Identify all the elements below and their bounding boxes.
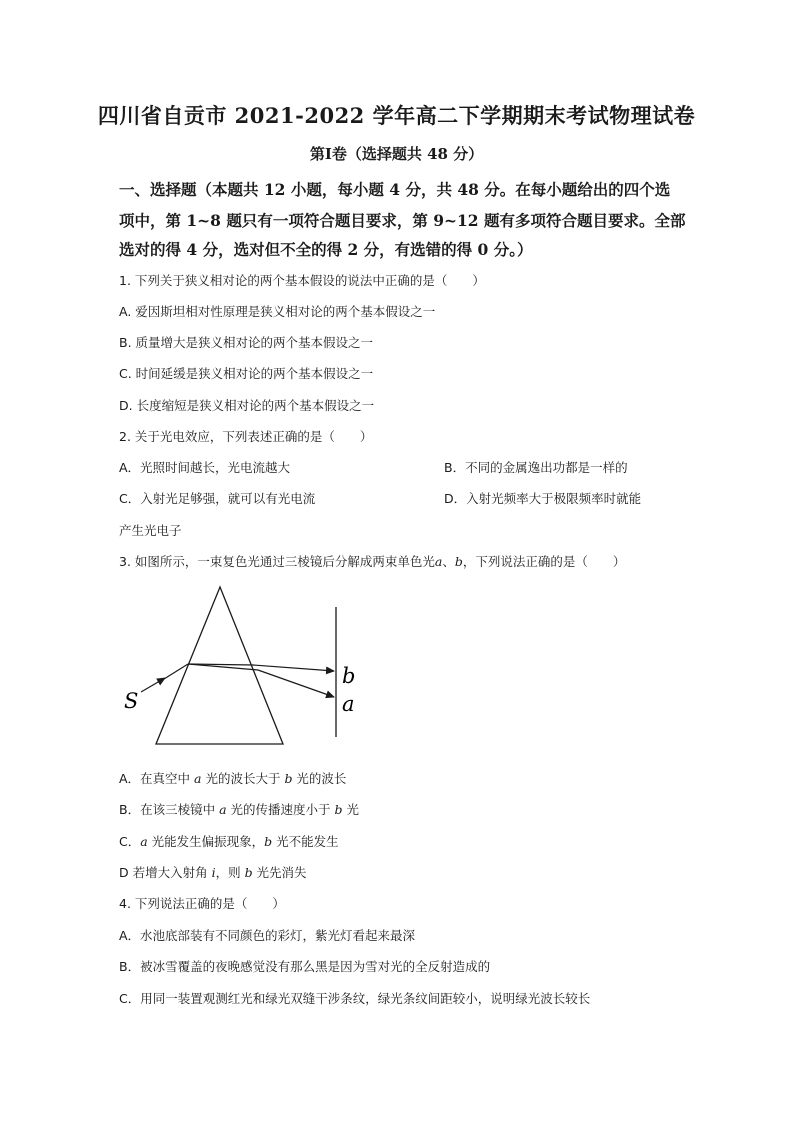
- question-2-option-c: C．入射光足够强，就可以有光电流: [119, 491, 316, 506]
- ray-b: [253, 665, 334, 671]
- prism-diagram: [120, 580, 360, 750]
- question-1-option-d: D. 长度缩短是狭义相对论的两个基本假设之一: [119, 398, 375, 413]
- ray-a: [258, 670, 334, 697]
- section-instructions-line2: 项中，第 1~8 题只有一项符合题目要求，第 9~12 题有多项符合题目要求。全部: [119, 211, 686, 230]
- label-b: b: [342, 664, 356, 688]
- question-2-option-a: A．光照时间越长，光电流越大: [119, 460, 291, 475]
- question-1-option-b: B. 质量增大是狭义相对论的两个基本假设之一: [119, 335, 374, 350]
- question-2-option-b: B．不同的金属逸出功都是一样的: [444, 460, 628, 475]
- question-3-option-c: C．a 光能发生偏振现象，b 光不能发生: [119, 834, 339, 849]
- section-instructions-line1: 一、选择题（本题共 12 小题，每小题 4 分，共 48 分。在每小题给出的四个选: [119, 180, 671, 199]
- label-s: S: [124, 689, 139, 713]
- question-3-option-b: B．在该三棱镜中 a 光的传播速度小于 b 光: [119, 802, 359, 817]
- question-4-stem: 4. 下列说法正确的是（ ）: [119, 896, 285, 911]
- label-a: a: [342, 692, 355, 716]
- page-title: 四川省自贡市 2021-2022 学年高二下学期期末考试物理试卷: [97, 103, 696, 128]
- question-1-option-a: A. 爱因斯坦相对性原理是狭义相对论的两个基本假设之一: [119, 304, 436, 319]
- question-4-option-b: B．被冰雪覆盖的夜晚感觉没有那么黑是因为雪对光的全反射造成的: [119, 959, 491, 974]
- question-2-stem: 2. 关于光电效应，下列表述正确的是（ ）: [119, 429, 373, 444]
- question-2-option-d: D．入射光频率大于极限频率时就能: [444, 491, 642, 506]
- section-subtitle: 第Ⅰ卷（选择题共 48 分）: [309, 145, 484, 163]
- question-4-option-c: C．用同一装置观测红光和绿光双缝干涉条纹，绿光条纹间距较小，说明绿光波长较长: [119, 991, 591, 1006]
- question-1-option-c: C. 时间延缓是狭义相对论的两个基本假设之一: [119, 366, 374, 381]
- question-2-option-d-continued: 产生光电子: [119, 523, 182, 538]
- question-4-option-a: A．水池底部装有不同颜色的彩灯，紫光灯看起来最深: [119, 928, 416, 943]
- question-3-stem: 3. 如图所示，一束复色光通过三棱镜后分解成两束单色光a、b，下列说法正确的是（ ）: [119, 554, 626, 569]
- section-instructions-line3: 选对的得 4 分，选对但不全的得 2 分，有选错的得 0 分。）: [119, 240, 533, 259]
- incident-ray: [141, 678, 165, 692]
- question-3-option-a: A．在真空中 a 光的波长大于 b 光的波长: [119, 771, 347, 786]
- question-3-option-d: D 若增大入射角 i，则 b 光先消失: [119, 865, 307, 880]
- question-1-stem: 1. 下列关于狭义相对论的两个基本假设的说法中正确的是（ ）: [119, 273, 485, 288]
